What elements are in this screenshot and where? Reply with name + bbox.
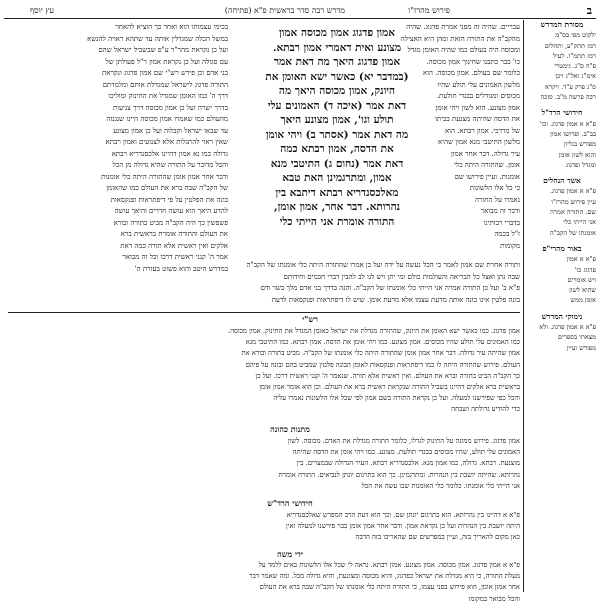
main-text-line: תולע וגו', אמון מצונע היאך xyxy=(280,114,394,126)
masoret-line: ס"ג פרק ע"ד. ויקרא xyxy=(545,82,596,91)
matnot-line: אני הייתי כלי אומנתו. כלומר כלי האומנות שבו עשה את הכל xyxy=(361,481,520,490)
radal-line: פ"א א אמון פדגוג. וכו' xyxy=(539,119,596,128)
rashi-text xyxy=(8,326,520,420)
eshed-lines xyxy=(528,186,596,237)
commentary-line: ומכוסה היה בעולם כמו שהיה האומן מגדל xyxy=(407,46,520,54)
commentary-line: שאין ראוי להתגלות אלא לצנועים ואמון רבתא xyxy=(105,138,228,146)
commentary-line: מלשון האמונים עלי תולע שהיו xyxy=(437,80,520,89)
yefe-line: מעלת התורה, כי היא מגדלת את ישראל כפדגוג, והיא מכוסה ומצונעת, והיא גדולה מכל. ומה שאמר דבר xyxy=(249,572,520,581)
commentary-line: ועל כן נקראת מהר"ר ע"פ שבשביל ישראל שהם xyxy=(98,46,228,54)
main-text-line: (במדבר יא) כאשר ישא האומן את xyxy=(265,70,409,83)
commentary-line: ותורה אחרת שם אמון לאמר כי הכל נעשה על ידה ועל כן אמרו שהתורה היתה כלי אומנתו של הקב"ה xyxy=(246,261,520,269)
yefe-line: פ"א א אמון פדגוג. אמון מכוסה. אמון מצונע. אמון רבתא. נראה לי שכל אלו הלשונות באים ללמד על xyxy=(258,561,520,569)
main-text-line: מצונע ואית דאמרי אמון רבתא. xyxy=(272,41,402,54)
commentary-line: אמר ה' קנני ראשית דרכו וכל זה מבואר xyxy=(122,253,228,261)
commentary-line: בני אדם וכן פירש רש"י שם אמון פדגוג ונקראת xyxy=(102,69,228,77)
commentary-line: את העולם והתורה אומרת בראשית ברא xyxy=(120,230,228,238)
radal-line: ומגדל ופדגוג xyxy=(565,160,596,169)
main-text-line: דאת אמר (נחום ג) התיטבי מנא xyxy=(270,157,404,170)
radal-line: והוא לשון אומן xyxy=(558,150,596,159)
commentary-name-header: פירוש מהרז"ו xyxy=(408,6,450,15)
beur-line: פ"א א אמון xyxy=(566,255,596,264)
chiddushei-line: היתה יושבת בין הנהרות ועל כן נקראת אמון. ודבר אחר אמון אומן כבר פירשנו למעלה ואין xyxy=(286,522,520,531)
rashi-line: אמון שהיתה עיר גדולה. דבר אחר אמון אומן שהתורה היתה כלי אומנתו של הקב"ה. מביט בתורה ובורא את xyxy=(241,349,520,358)
commentary-line: במדרש היטב והוא פשוט בעזרת ה' xyxy=(134,264,228,273)
main-text-line: היונק, אמון מכוסה היאך מה xyxy=(278,85,396,97)
main-text-line: דאת אמר (איכה ד) האמונים עלי xyxy=(267,99,407,112)
matnot-line: אמון פדגוג. פירוש ממונה על התינוק לגדלו, כלומר התורה מגדלת את האדם. מכוסה. לשון xyxy=(287,437,520,445)
beur-line: פדגוג כו' xyxy=(574,265,596,274)
main-midrash-text xyxy=(242,26,432,252)
masoret-line: רמז תתק"ע, ותהלים xyxy=(544,41,596,50)
rashi-line: כדי להודיע גדולתה ושבחה xyxy=(451,405,520,414)
commentary-line: אומנות. ועיין פירושו שם xyxy=(454,172,520,181)
rashi-line: העולם. פירוש שהתורה היתה לו כמו דיפתראות ופנקסאות לאומן הבונה פלטין שמביט בהם ובונה על פיהם xyxy=(245,360,520,369)
commentary-line: מכוסים ומגודלים בבגדי תולעת. xyxy=(436,92,520,100)
commentary-line: של הקב"ה שבה ברא את העולם כמו שהאומן xyxy=(106,184,228,192)
commentary-line: אמון מצונע. הוא לשון ויהי אומן xyxy=(435,103,520,112)
commentary-line: את הדסה שהיתה מצנעת בביתו xyxy=(435,115,520,123)
commentary-line: התורה פדגוג לישראל שמגדלת אותם ומלמדתם xyxy=(102,80,228,89)
commentary-line: מהקב"ה את התורה הזאת ומהן היא האצילה xyxy=(400,34,520,43)
commentary-line: עם סגולה ועל כן נקראת אמון ר"ל פעולתן של xyxy=(105,57,228,66)
chiddushei-radal-lines xyxy=(528,119,596,170)
commentary-line: בכימי עצמותו הוא ואחר כך הוציא להאחר xyxy=(115,23,228,31)
eshed-line: פ"א א אמון פדגוג. xyxy=(549,187,596,196)
masoret-line: ילקוט מפי בס"מ xyxy=(555,31,596,40)
author-tag-header: עץ יוסף xyxy=(30,6,55,15)
commentary-line: מקומות xyxy=(500,241,520,250)
rashi-title: רש"י xyxy=(302,314,318,324)
radal-line: בב"ב. ופרושו אמון xyxy=(550,129,596,138)
commentary-line: אלקים ואין ראשית אלא תורה כמה דאת xyxy=(120,241,228,250)
wide-commentary-block xyxy=(8,260,520,308)
nimukei-title: נימוקי המדרש xyxy=(541,311,583,321)
beur-line: אומן ממש xyxy=(570,296,596,305)
rashi-line: כך הקב"ה הביט בתורה וברא את העולם. ואין ראשית אלא תורה. שנאמר ה' קנני ראשית דרכו. ועל כן xyxy=(255,371,520,380)
commentary-line: נאמרו על התורה xyxy=(474,195,520,204)
beur-title: באור מהרי"פ xyxy=(542,243,582,253)
matnot-line: מוצנעת. רבתא. גדולה, כמו אמון מנא. אלכסנדריא רבתא. העיר הגדולה שבמצרים. בין xyxy=(296,459,520,468)
eshed-line: שם. התורה אמרה xyxy=(550,208,596,217)
rashi-line: כמו האמונים עלי תולע שהיו מכוסים. אמון מצונע. כמו ויהי אומן את הדסה. אמון רבתא. כמו התיטבי מנא xyxy=(245,338,520,347)
rashi-line: בראשית ברא אלקים דהיינו בשביל התורה שנקראת ראשית ברא את העולם. וכן הוא אומר אמון אומן xyxy=(259,383,520,392)
commentary-line: להדע היאך הוא עושה חדרים והיאך עושה xyxy=(114,207,228,215)
yefe-line: אחר אמון אומן, הוא פירוש בפני עצמו, כי התורה היתה כלי אומנתו של הקב"ה שבה ברא את העולם xyxy=(259,583,520,592)
main-text-line: מאלכסנדריא רבתא דיתבא בין xyxy=(275,186,399,199)
chiddushei-radal-title: חידושי הרד"ל xyxy=(541,108,583,118)
chiddushei-line: כאן מקום להאריך בזה, ועיין במפרשים שם שהאריכו בזה הרבה xyxy=(355,533,520,542)
main-text-line: התורה אומרת אני הייתי כלי xyxy=(279,215,395,228)
rashi-line: והכל כפי שפירשנו למעלה. ועל כן נקראת התורה בשם אמון לפי שכל אלו הלשונות נאמרו עליה xyxy=(273,394,520,403)
yefe-mareh-title: ידי משה xyxy=(277,549,303,559)
book-title-header: מדרש רבה סדר בראשית פ"א (פתיחה) xyxy=(224,6,345,15)
yefe-line: והכל מבואר במקומו xyxy=(468,594,520,603)
main-text-line: אמון פדגוג היאך מה דאת אמר xyxy=(273,56,401,68)
commentary-line: בונה את הפלטין על פי דיפתראות ופנקסאות xyxy=(110,195,228,204)
commentary-line: פשפשין כך היה הקב"ה מביט בתורה ובורא xyxy=(113,218,228,227)
matnot-line: נהרותא. שהיתה יושבת בין הנהרות. ומתרגמינן. כך הוא בתרגום יונתן לנביאים. התורה אומרת xyxy=(278,470,520,479)
nimukei-line: פ"א א אמון פדגוג. ולא xyxy=(539,323,596,332)
nimukei-line: מצאתי בספרים xyxy=(557,333,596,342)
commentary-line: בדברי רבותינו xyxy=(483,218,520,227)
right-commentary xyxy=(400,22,520,258)
rashi-rule xyxy=(8,312,520,313)
commentary-line: בדרך ישרה ועל כן אמון מכוסה דרך צניעות xyxy=(112,103,228,112)
matnot-title: מתנות כהונה xyxy=(270,424,310,434)
chiddushei-bottom-text xyxy=(8,510,520,546)
commentary-line: ז"ל בכמה xyxy=(494,230,520,238)
page-letter: ב xyxy=(586,4,592,17)
eshed-line: אומנתו של הקב"ה xyxy=(549,228,596,237)
matnot-text xyxy=(8,436,520,494)
commentary-line: ודבר זה מבואר xyxy=(480,207,520,215)
eshed-title: אשד הנחלים xyxy=(543,176,581,186)
radal-line: מפורש בגליון xyxy=(563,140,596,149)
rashi-line: אמון פדגוג. כמו כאשר ישא האומן את היונק, שהתורה מגדלת את ישראל כאומן המגדל את התינוק. אמון מכוסה. xyxy=(227,327,520,335)
commentary-line: גדולה כמו נא אמון דהיינו אלכסנדריא רבתא xyxy=(111,149,228,158)
commentary-line: במשל הכלה שמגדלין אותה עד שתהא ראויה להנשא xyxy=(87,34,228,43)
matnot-line: האמונים עלי תולע, שהיו מכוסים בבגדי תולעת. מצונע. כמו ויהי אומן את הדסה שהיתה xyxy=(292,448,520,457)
yefe-mareh-text xyxy=(8,560,520,603)
eshed-line: עיין פירוש מהרז"ו xyxy=(551,197,596,206)
beur-line: שהוא לשון xyxy=(569,286,596,295)
commentary-line: כו' כבר כתבנו שחינוך אמון מכוסה. xyxy=(426,57,520,66)
main-text-line: אמון, ומתרגמינן האת טבא xyxy=(282,172,392,184)
commentary-line: של מרדכי. אמון רבתא. הוא xyxy=(444,126,520,135)
eshed-line: אני הייתי כלי xyxy=(563,218,596,227)
chiddushei-line: פ"א א דהיינו בין נהרותא. הוא בתרגום יונתן שם. וכך הוא דעת הרב המפרש שאלכסנדריא xyxy=(286,511,520,519)
nimukei-line: מפורש ועיין xyxy=(566,343,596,352)
masoret-line: אימ"ג ואל"ג ויכן xyxy=(555,72,596,81)
chiddushei-bottom-title: חידושי הרד"ש xyxy=(267,498,313,508)
commentary-line: שבה נתן ואצל כל הבריאה והעולמות כולם ומי יתן ויש לנו לב להבין דברי חכמים וחידותם xyxy=(283,272,520,281)
masoret-line: רבה פרשה מ"ב. סוכה xyxy=(540,93,596,102)
commentary-line: מלשון התיטבי מנא אמון שהיא xyxy=(438,138,520,146)
commentary-line: מהעולם כמו שאמרו אמון מכוסה היינו שנגנזה xyxy=(106,115,228,123)
beur-line: ויש אומרים xyxy=(567,275,596,284)
beur-lines xyxy=(528,254,596,305)
main-text-line: מה דאת אמר (אסתר ב) ויהי אומן xyxy=(265,128,409,141)
commentary-line: ודבר אחר אמון אומן שהתורה היתה כלי אומנות xyxy=(101,172,228,181)
main-text-line: אמון פדגוג אמון מכוסה אמון xyxy=(278,27,396,39)
nimukei-lines xyxy=(528,322,596,353)
main-text-line: נהרותא. דבר אחר, אמון אומן, xyxy=(273,201,401,213)
right-side-column xyxy=(528,20,596,592)
right-column-divider xyxy=(523,20,524,592)
commentary-line: והכל מדובר על התורה שהיא גדולה מן הכל xyxy=(112,161,228,169)
masoret-title: מסורת המדרש xyxy=(540,20,584,29)
commentary-line: עבריים. שהיה זה מפני אמרת פדגוג. שהיה xyxy=(406,23,520,31)
commentary-line: אומן. שהתורה היתה כלי xyxy=(453,161,520,169)
commentary-line: עד שבאו ישראל וקבלוה ועל כן אמון מצונע xyxy=(113,126,228,135)
commentary-line: כי כל אלו הלשונות xyxy=(469,184,520,192)
commentary-line: דרך ה' כמו האומן שמגדל את התינוק ומוליכו xyxy=(108,92,228,100)
commentary-line: פ"א ב' ועל כן התורה אמרה אני הייתי כלי אומנתו של הקב"ה. והנה בדרך בני אדם מלך בשר ודם xyxy=(260,284,520,292)
upper-left-commentary xyxy=(8,22,228,273)
masoret-line: רמז תתמ"ו. לעיל xyxy=(553,51,596,60)
masoret-lines xyxy=(528,30,596,102)
masoret-line: פ"ה ס"ג. גימטרי xyxy=(554,62,596,71)
header-rule xyxy=(4,18,596,19)
commentary-line: בונה פלטין אינו בונה אותה מדעת עצמו אלא מדעת אומן. שיש לו דיפתראות ופנקסאות לדעת xyxy=(271,295,520,304)
commentary-line: כלומר שם בעולם. אמון מכוסה. הוא xyxy=(422,69,520,77)
commentary-line: עיר גדולה. דבר אחר אמון xyxy=(450,149,520,158)
main-text-line: את הדסה, אמון רבתא כמה xyxy=(280,143,394,155)
